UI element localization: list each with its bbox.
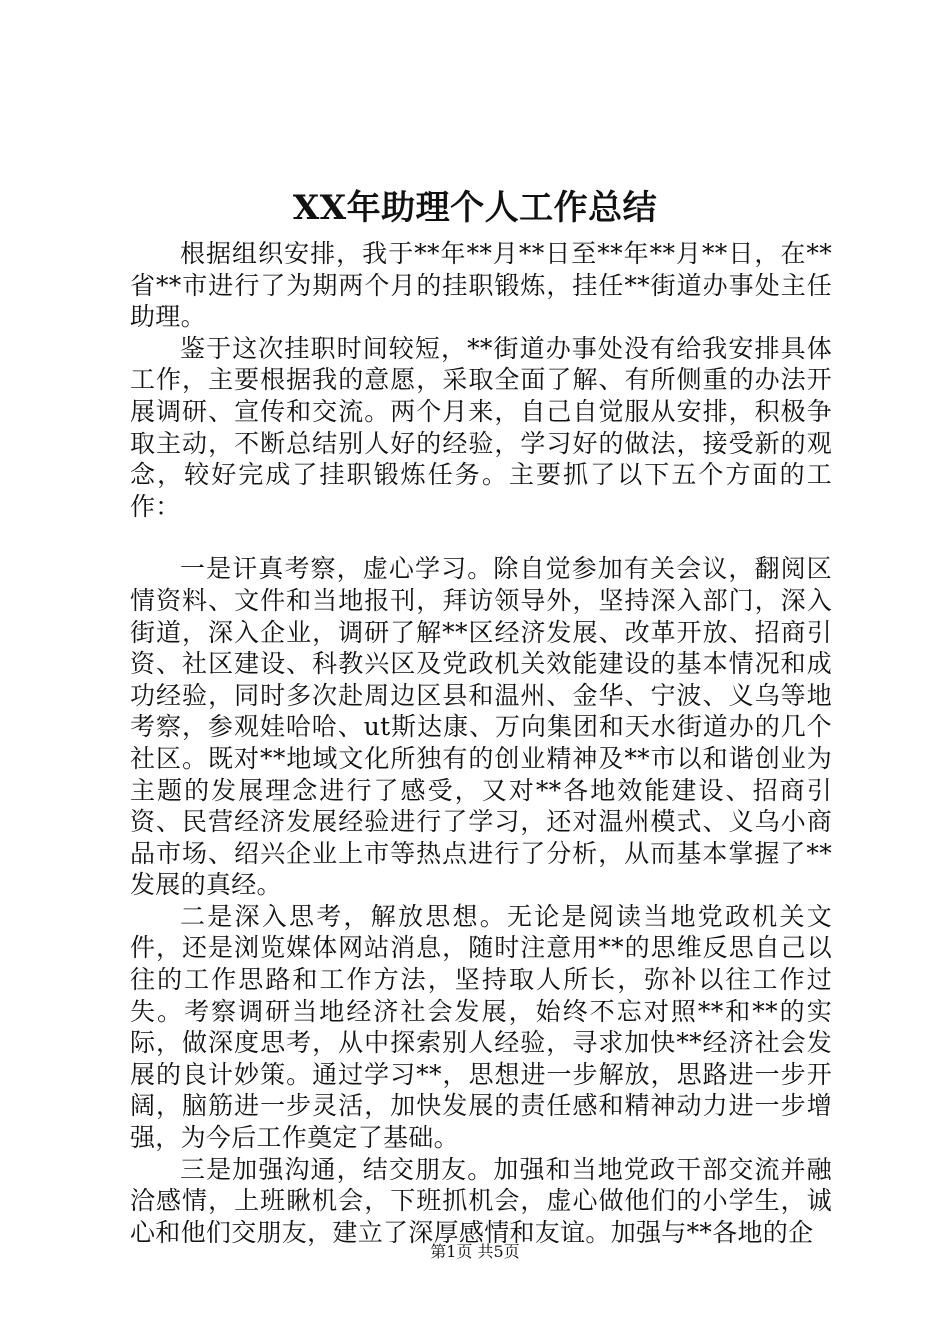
paragraph-point-three: 三是加强沟通，结交朋友。加强和当地党政干部交流并融洽感情，上班瞅机会，下班抓机会，虚心做他们的小学生，诚心和他们交朋友，建立了深厚感情和友谊。加强与**各地的企 (130, 1154, 832, 1247)
paragraph-spacer (130, 522, 832, 553)
paragraph-intro: 根据组织安排，我于**年**月**日至**年**月**日，在**省**市进行了为期两个月的挂职锻炼，挂任**街道办事处主任助理。 (130, 239, 832, 332)
paragraph-point-one: 一是讦真考察，虚心学习。除自觉参加有关会议，翻阅区情资料、文件和当地报刊，拜访领导外，坚持深入部门，深入街道，深入企业，调研了解**区经济发展、改革开放、招商引资、社区建设、科教兴区及党政机关效能建设的基本情况和成功经验，同时多次赴周边区县和温州、金华、宁波、义乌等地考察，参观娃哈哈、ut斯达康、万向集团和天水街道办的几个社区。既对**地域文化所独有的创业精神及**市以和谐创业为主题的发展理念进行了感受，又对**各地效能建设、招商引资、民营经济发展经验进行了学习，还对温州模式、义乌小商品市场、绍兴企业上市等热点进行了分析，从而基本掌握了**发展的真经。 (130, 554, 832, 900)
paragraph-point-two: 二是深入思考，解放思想。无论是阅读当地党政机关文件，还是浏览媒体网站消息，随时注意用**的思维反思自己以往的工作思路和工作方法，坚持取人所长，弥补以往工作过失。考察调研当地经济社会发展，始终不忘对照**和**的实际，做深度思考，从中探索别人经验，寻求加快**经济社会发展的良计妙策。通过学习**，思想进一步解放，思路进一步开阔，脑筋进一步灵活，加快发展的责任感和精神动力进一步增强，为今后工作奠定了基础。 (130, 901, 832, 1153)
document-body (130, 238, 832, 1248)
paragraph-overview: 鉴于这次挂职时间较短，**街道办事处没有给我安排具体工作，主要根据我的意愿，采取全面了解、有所侧重的办法开展调研、宣传和交流。两个月来，自己自觉服从安排，积极争取主动，不断总结别人好的经验，学习好的做法，接受新的观念，较好完成了挂职锻炼任务。主要抓了以下五个方面的工作： (130, 333, 832, 521)
document-title: XX年助理个人工作总结 (292, 188, 658, 228)
page-footer: 第1页 共5页 (430, 1242, 520, 1261)
